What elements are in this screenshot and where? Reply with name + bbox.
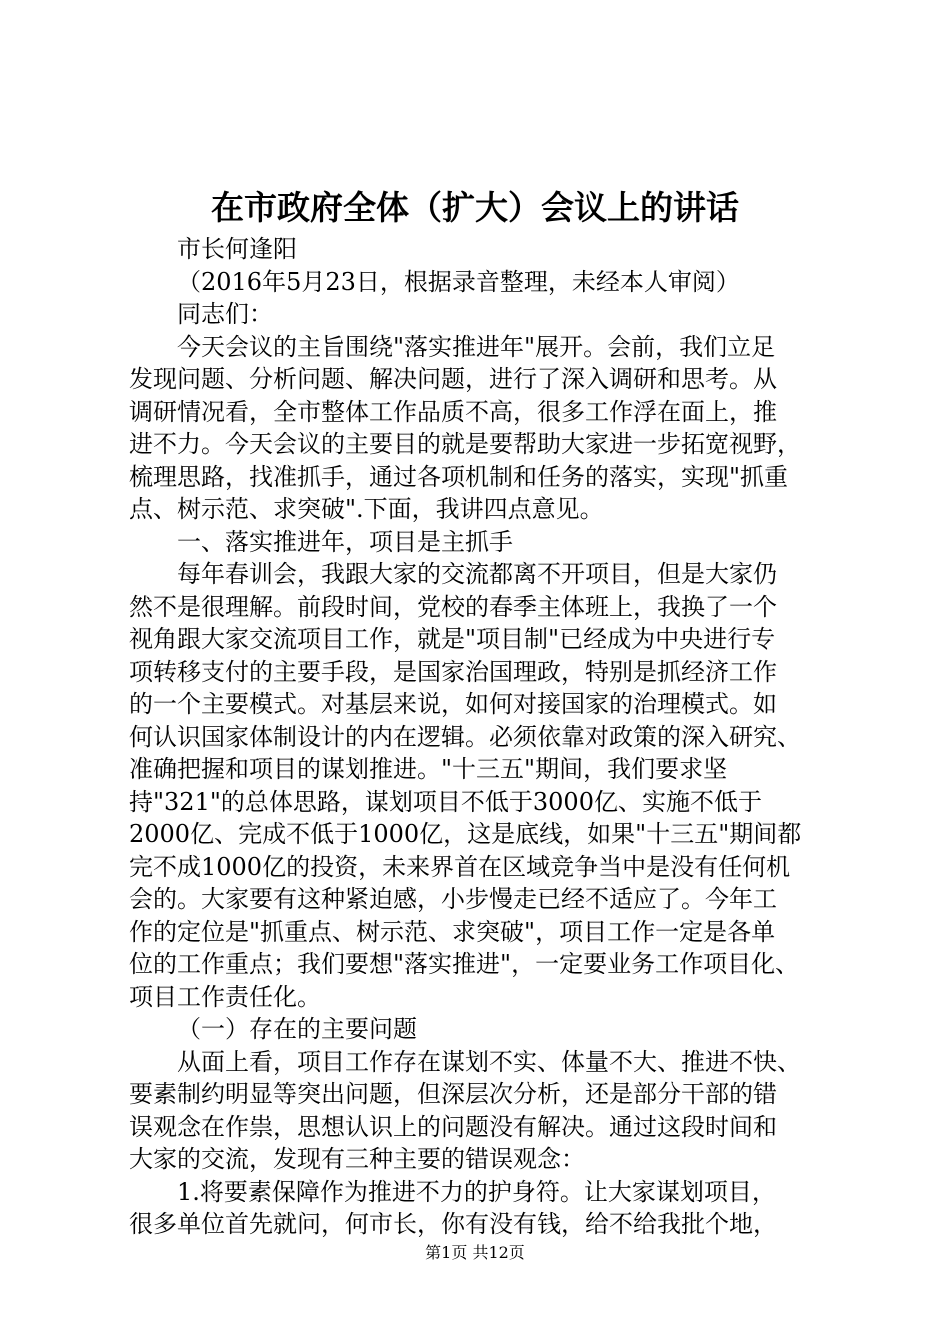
text-line: 一、落实推进年，项目是主抓手 xyxy=(177,527,513,556)
document-body xyxy=(129,233,829,1241)
text-line: （一）存在的主要问题 xyxy=(177,1015,417,1043)
text-line: 从面上看，项目工作存在谋划不实、体量不大、推进不快、 xyxy=(177,1047,801,1076)
text-line: 1.将要素保障作为推进不力的护身符。让大家谋划项目， xyxy=(177,1177,776,1206)
text-line: 同志们： xyxy=(177,300,273,328)
text-line: 项目工作责任化。 xyxy=(129,982,321,1011)
text-line: 准确把握和项目的谋划推进。"十三五"期间，我们要求坚 xyxy=(129,755,728,783)
text-line: 何认识国家体制设计的内在逻辑。必须依靠对政策的深入研究、 xyxy=(129,722,801,751)
text-line: 持"321"的总体思路，谋划项目不低于3000亿、实施不低于 xyxy=(129,787,762,816)
text-line: 会的。大家要有这种紧迫感，小步慢走已经不适应了。今年工 xyxy=(129,885,777,913)
page-footer: 第1页 共12页 xyxy=(425,1243,525,1262)
text-line: 要素制约明显等突出问题，但深层次分析，还是部分干部的错 xyxy=(129,1080,777,1108)
text-line: 位的工作重点；我们要想"落实推进"，一定要业务工作项目化、 xyxy=(129,950,800,978)
text-line: 完不成1000亿的投资，未来界首在区域竞争当中是没有任何机 xyxy=(129,852,791,881)
text-line: 发现问题、分析问题、解决问题，进行了深入调研和思考。从 xyxy=(129,365,777,393)
text-line: 的一个主要模式。对基层来说，如何对接国家的治理模式。如 xyxy=(129,690,777,718)
text-line: 大家的交流，发现有三种主要的错误观念： xyxy=(129,1145,585,1173)
text-line: 2000亿、完成不低于1000亿，这是底线，如果"十三五"期间都 xyxy=(129,820,802,848)
text-line: 点、树示范、求突破".下面，我讲四点意见。 xyxy=(129,495,604,523)
document-title: 在市政府全体（扩大）会议上的讲话 xyxy=(211,188,739,227)
text-line: （2016年5月23日，根据录音整理，未经本人审阅） xyxy=(177,267,740,296)
text-line: 很多单位首先就问，何市长，你有没有钱，给不给我批个地， xyxy=(129,1210,777,1238)
text-line: 作的定位是"抓重点、树示范、求突破"，项目工作一定是各单 xyxy=(129,917,776,946)
text-line: 今天会议的主旨围绕"落实推进年"展开。会前，我们立足 xyxy=(177,332,776,361)
text-line: 进不力。今天会议的主要目的就是要帮助大家进一步拓宽视野， xyxy=(129,430,801,458)
text-line: 市长何逢阳 xyxy=(177,235,297,263)
text-line: 项转移支付的主要手段，是国家治国理政，特别是抓经济工作 xyxy=(129,657,777,686)
text-line: 梳理思路，找准抓手，通过各项机制和任务的落实，实现"抓重 xyxy=(129,462,789,491)
text-line: 误观念在作祟，思想认识上的问题没有解决。通过这段时间和 xyxy=(129,1112,777,1141)
text-line: 每年春训会，我跟大家的交流都离不开项目，但是大家仍 xyxy=(177,560,777,588)
text-line: 然不是很理解。前段时间，党校的春季主体班上，我换了一个 xyxy=(129,592,777,621)
text-line: 调研情况看，全市整体工作品质不高，很多工作浮在面上，推 xyxy=(129,397,777,426)
text-line: 视角跟大家交流项目工作，就是"项目制"已经成为中央进行专 xyxy=(129,625,776,653)
